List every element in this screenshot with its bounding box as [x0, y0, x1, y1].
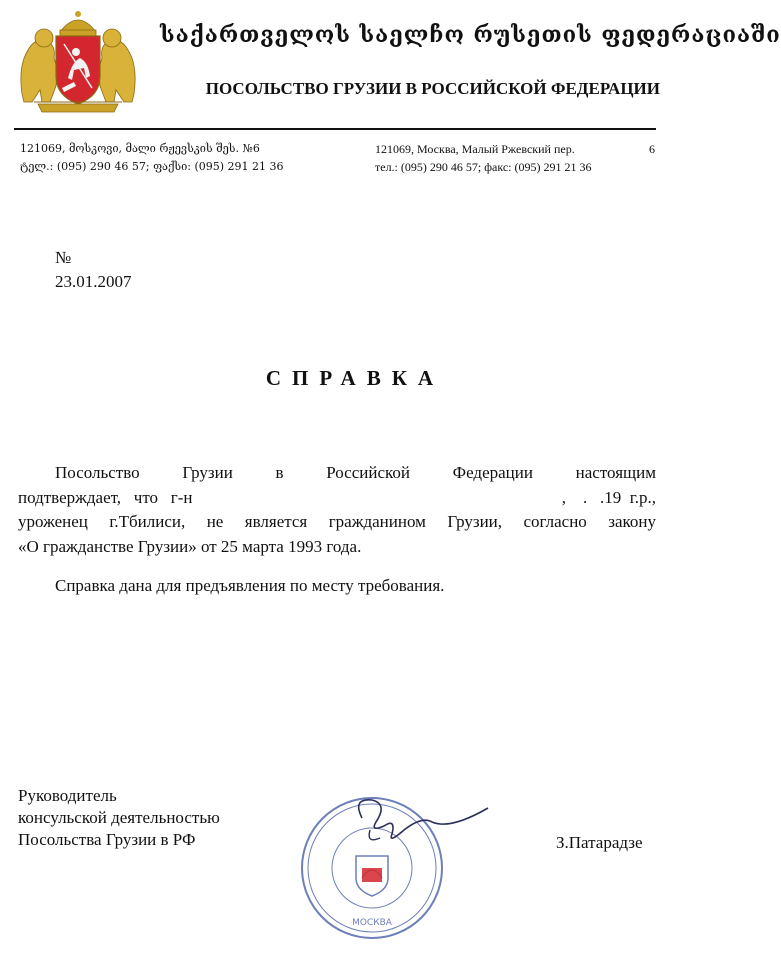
address-georgian-line1: 121069, მოსკოვი, მალი რჟევსკის შეს. №6	[20, 142, 260, 155]
signer-name: З.Патарадзе	[556, 833, 643, 852]
address-russian-house-number: 6	[649, 142, 655, 156]
address-russian-line2: тел.: (095) 290 46 57; факс: (095) 291 21 36	[375, 160, 592, 174]
address-russian	[375, 140, 655, 176]
address-russian-line1	[375, 140, 655, 158]
letterhead-divider	[14, 128, 656, 130]
body-line-1	[18, 461, 656, 486]
document-reference	[55, 246, 132, 294]
body-line-4: «О гражданстве Грузии» от 25 марта 1993 года.	[18, 536, 362, 556]
body-line-2	[18, 486, 656, 511]
body-word: Российской	[326, 463, 410, 482]
body-line-2-start: подтверждает, что г-н	[18, 487, 193, 507]
body-word: Грузии,	[447, 512, 503, 531]
body-word: Федерации	[452, 463, 533, 482]
embassy-title-russian: ПОСОЛЬСТВО ГРУЗИИ В РОССИЙСКОЙ ФЕДЕРАЦИИ	[205, 79, 660, 98]
address-georgian	[20, 140, 320, 176]
signer-position	[18, 785, 220, 851]
body-word: Грузии	[182, 463, 233, 482]
body-line-3	[18, 510, 656, 535]
body-word: в	[275, 463, 284, 482]
body-word: Посольство	[55, 463, 140, 482]
signer-position-line3: Посольства Грузии в РФ	[18, 830, 196, 849]
body-word: гражданином	[328, 512, 426, 531]
embassy-stamp-icon	[292, 778, 452, 953]
embassy-title-georgian: საქართველოს საელჩო რუსეთის ფედერაციაში	[160, 22, 781, 48]
certificate-body	[18, 461, 656, 559]
stamp-city-text: МОСКВА	[352, 918, 392, 928]
body-word: уроженец	[18, 512, 88, 531]
body-word: согласно	[523, 512, 587, 531]
body-word: не	[206, 512, 224, 531]
body-word: настоящим	[575, 463, 656, 482]
body-word: является	[244, 512, 308, 531]
document-date: 23.01.2007	[55, 272, 132, 291]
body-line-2-end: , . .19 г.р.,	[561, 487, 656, 507]
address-russian-street: 121069, Москва, Малый Ржевский пер.	[375, 142, 575, 156]
reference-number-label: №	[55, 248, 72, 267]
signer-position-line2: консульской деятельностью	[18, 808, 220, 827]
body-word: закону	[608, 512, 656, 531]
document-heading: СПРАВКА	[265, 366, 445, 390]
address-georgian-line2: ტელ.: (095) 290 46 57; ფაქსი: (095) 291 21 36	[20, 160, 284, 173]
signer-position-line1: Руководитель	[18, 786, 117, 805]
closing-statement: Справка дана для предъявления по месту требования.	[55, 576, 445, 595]
georgia-coat-of-arms-icon	[14, 6, 142, 116]
body-word: г.Тбилиси,	[109, 512, 186, 531]
